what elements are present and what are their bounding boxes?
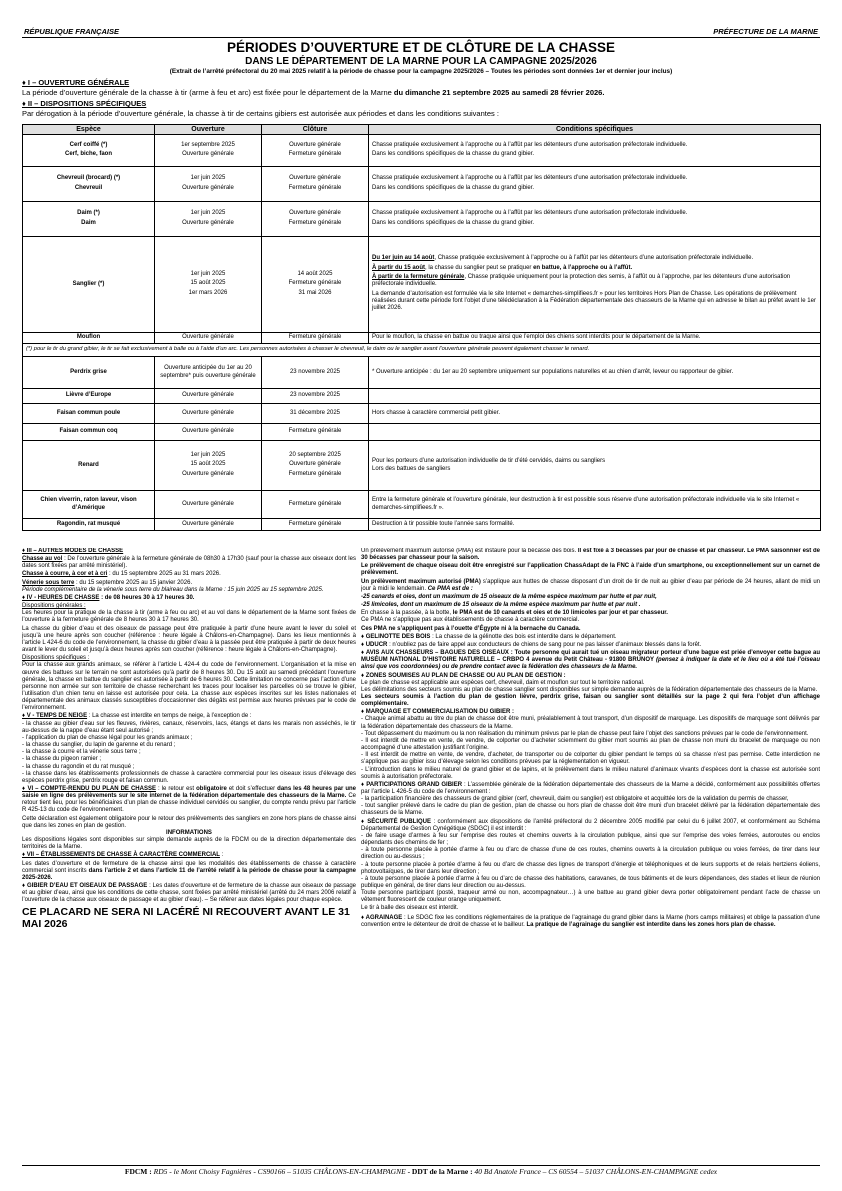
species-table	[22, 124, 821, 531]
list-item: - L’introduction dans le milieu naturel de grand gibier et de lapins, et le prélèvement dans le milieu naturel d’animaux vivants d’espèces dont la chasse est autorisée sont soumis à autorisation préfectorale.	[361, 766, 820, 780]
venerie-complementaire: Période complémentaire de la vénerie sous terre du blaireau dans la Marne : 15 juin 2025 au 15 septembre 2025.	[22, 586, 324, 593]
bagues-paragraph: ♦ AVIS AUX CHASSEURS – BAGUES DES OISEAUX : Toute personne qui aurait tué un oiseau migrateur porteur d’une bague est priée d’envoyer cette bague au MUSÉUM NATIONAL D’HISTOIRE NATURELLE – CRBPO 4 avenue du Petit Château - 91800 BRUNOY (pensez à indiquer la date et le lieu où a été tué l’oiseau ainsi que vos coordonnées) ou de prendre contact avec la fédération des chasseurs de la Marne.	[361, 650, 820, 671]
section-7-text: Les dates d’ouverture et de fermeture de la chasse ainsi que les modalités des établissements de chasse à caractère commercial sont inscrits dans l’article 2 et dans l’article 11 de l’arrêté relatif à la période de chasse pour la campagne 2025-2026.	[22, 860, 356, 881]
agrainage-paragraph: ♦ AGRAINAGE : Le SDGC fixe les conditions réglementaires de la pratique de l’agrainage du grand gibier dans la Marne (hors camps militaires) et oblige la passation d’une convention entre le détenteur de droit de chasse et le bailleur. La pratique de l’agrainage du sanglier est interdite dans les zones hors plan de chasse.	[361, 914, 820, 928]
main-title: PÉRIODES D’OUVERTURE ET DE CLÔTURE DE LA CHASSE	[226, 40, 616, 55]
table-row-chevreuil: Chevreuil (brocard) (*) Chevreuil 1er juin 2025 Ouverture générale Ouverture générale Fermeture générale Chasse pratiquée exclusivement à l’approche ou à l’affût par les détenteurs d’une autorisation préfectorale individuelle. Dans les conditions spécifiques de la chasse du grand gibier.	[23, 167, 821, 202]
placard-warning: CE PLACARD NE SERA NI LACÉRÉ NI RECOUVERT AVANT LE 31 MAI 2026	[22, 905, 350, 930]
list-item: - de faire usage d’armes à feu sur l’emprise des routes et chemins ouverts à la circulation publique, ainsi que sur l’emprise des voies ferrées, autoroutes ou enclos dépendants des chemins de fer ;	[361, 832, 820, 847]
section-3-heading: ♦ III – AUTRES MODES DE CHASSE	[22, 548, 124, 554]
list-item: - à toute personne placée à portée d’arme à feu ou d’arc de chasse des lignes de transport d’énergie et téléphoniques et de leurs supports et de relais hertziens éoliens, photovoltaïques, de tirer dans leur direction ;	[361, 861, 820, 875]
zones-heading: ♦ ZONES SOUMISES AU PLAN DE CHASSE OU AU PLAN DE GESTION :	[361, 672, 566, 679]
decree-reference: (Extrait de l’arrêté préfectoral du 20 mai 2025 relatif à la période de chasse pour la campagne 2025/2026 – Toutes les périodes sont données 1er et dernier jour inclus)	[169, 68, 673, 75]
chassadapt-paragraph: Le prélèvement de chaque oiseau doit être enregistré sur l’application ChassAdapt de la FNC à l’aide d’un smartphone, ou exceptionnellement sur un carnet de prélèvement.	[361, 563, 820, 577]
table-row-renard: Renard 1er juin 2025 15 août 2025 Ouverture générale 20 septembre 2025 Ouverture générale Fermeture générale Pour les porteurs d’une autorisation individuelle de tir d’été cervidés, daims ou sangliers Lors des battues de sangliers	[23, 441, 821, 491]
informations-text: Les dispositions légales sont disponibles sur simple demande auprès de la FDCM ou de la direction départementale des territoires de la Marne.	[22, 837, 356, 851]
table-row-faisan-coq: Faisan commun coq Ouverture générale Fermeture générale	[23, 424, 821, 441]
list-item: Toute personne participant (posté, traqueur armé ou non, accompagnateur…) à une battue au grand gibier devra porter obligatoirement pendant l’acte de chasse un vêtement fluorescent de couleur orange uniquement.	[361, 890, 820, 904]
right-column	[361, 548, 820, 1149]
subtitle: DANS LE DÉPARTEMENT DE LA MARNE POUR LA CAMPAGNE 2025/2026	[245, 56, 597, 67]
heures-paragraph-2: La chasse du gibier d’eau et des oiseaux de passage peut être pratiquée à partir d’une heure avant le lever du soleil et jusqu’à une heure après son coucher (référence : heure légale à Châlons-en-Champagne). Dans les lieux mentionnés à l’article L 424-6 du code de l’environnement, la chasse du gibier d’eau à la passée peut être pratiquée à partir de deux heures avant le lever du soleil et jusqu’à deux heures après son coucher (référence : heure légale à Châlons-en-Champagne).	[22, 625, 356, 654]
participations-heading: ♦ PARTICIPATIONS GRAND GIBIER : L’assemblée générale de la fédération départementale des chasseurs de la Marne a décidé, conformément aux possibilités offertes par l’article L 426-5 du code de l’environnement :	[361, 781, 820, 795]
pma-limicoles: -25 limicoles, dont un maximum de 15 oiseaux de la même espèce maximum par hutte et par nuit .	[361, 602, 641, 609]
pma-huttes: Un prélèvement maximum autorisé (PMA) s’applique aux huttes de chasse disposant d’un droit de tir de nuit au gibier d’eau par période de 24 heures, allant de midi un jour à midi le lendemain. Ce PMA est de :	[361, 578, 820, 592]
section-5-heading: ♦ V - TEMPS DE NEIGE : La chasse est interdite en temps de neige, à l’exception de :	[22, 713, 252, 720]
marquage-list	[361, 716, 820, 780]
list-item: - à toute personne placée à portée d’arme à feu ou d’arc de chasse d’une de ces routes, chemins ouverts à la circulation publique ou voies ferrées, de tirer dans leur direction ou au-dessus ;	[361, 847, 820, 861]
table-row-faisan-poule: Faisan commun poule Ouverture générale 31 décembre 2025 Hors chasse à caractère commercial petit gibier.	[23, 404, 821, 424]
header-right: PRÉFECTURE DE LA MARNE	[713, 27, 818, 36]
venerie-sous-terre: Vénerie sous terre : du 15 septembre 2025 au 15 janvier 2026.	[22, 579, 193, 586]
chasse-a-courre: Chasse à courre, à cor et à cri : du 15 septembre 2025 au 31 mars 2026.	[22, 571, 221, 578]
section-2-heading: ♦ II – DISPOSITIONS SPÉCIFIQUES	[22, 99, 147, 108]
table-row-mouflon: Mouflon Ouverture générale Fermeture générale Pour le mouflon, la chasse en battue ou traque ainsi que l’emploi des chiens sont interdits pour le département de la Marne.	[23, 333, 821, 344]
zones-text-2: Les délimitations des secteurs soumis au plan de chasse sanglier sont disponibles sur simple demande auprès de la fédération départementale des chasseurs de la Marne.	[361, 686, 818, 693]
list-item: - la participation financière des chasseurs de grand gibier (cerf, chevreuil, daim ou sanglier) est obligatoire et acquittée lors de la validation du permis de chasser,	[361, 796, 789, 803]
section-4-heading: ♦ IV - HEURES DE CHASSE : de 08 heures 30 à 17 heures 30.	[22, 594, 195, 601]
list-item: - la chasse du pigeon ramier ;	[22, 756, 102, 763]
list-item: - tout sanglier prélevé dans le cadre du plan de gestion, plan de chasse ou hors plan de chasse doit être muni d’un bracelet délivré par la fédération départementale des chasseurs de la Marne.	[361, 803, 820, 817]
section-2-text: Par dérogation à la période d’ouverture générale, la chasse à tir de certains gibiers est autorisée aux périodes et dans les conditions suivantes :	[22, 109, 499, 118]
snow-exceptions-list	[22, 721, 356, 785]
declaration-paragraph: Cette déclaration est également obligatoire pour le retour des prélèvements des sangliers en zone hors plans de chasse ainsi que dans les zones en plan de gestion.	[22, 815, 356, 829]
table-row-cerf: Cerf coiffé (*) Cerf, biche, faon 1er septembre 2025 Ouverture générale Ouverture générale Fermeture générale Chasse pratiquée exclusivement à l’approche ou à l’affût par les détenteurs d’une autorisation préfectorale individuelle. Dans les conditions spécifiques de la chasse du grand gibier.	[23, 135, 821, 167]
table-row-ragondin: Ragondin, rat musqué Ouverture générale Fermeture générale Destruction à tir possible toute l’année sans formalité.	[23, 519, 821, 531]
securite-list	[361, 833, 820, 912]
header-conditions: Conditions spécifiques	[369, 125, 821, 135]
gibier-eau-paragraph: ♦ GIBIER D’EAU ET OISEAUX DE PASSAGE : Les dates d’ouverture et de fermeture de la chasse aux oiseaux de passage et au gibier d’eau, ainsi que les conditions de cette chasse, sont fixées par arrêté ministériel (arrêté du 24 mars 2006 relatif à l’ouverture de la chasse aux oiseaux de passage et au gibier d’eau). – Se référer aux dates légales pour chaque espèce.	[22, 883, 356, 904]
section-6-paragraph: ♦ VI – COMPTE-RENDU DU PLAN DE CHASSE : le retour est obligatoire et doit s’effectuer dans les 48 heures par une saisie en ligne des prélèvements sur le site internet de la fédération départementale des chasseurs de la Marne. Ce retour tient lieu, pour les bénéficiaires d’un plan de chasse individuel cervidés ou sanglier, du compte rendu prévu par l’article R 425-13 du code de l’environnement.	[22, 786, 356, 814]
footer-addresses: FDCM : RD5 - le Mont Choisy Fagnières - CS90166 – 51035 CHÂLONS-EN-CHAMPAGNE - DDT de la Marne : 40 Bd Anatole France – CS 60554 – 51037 CHÂLONS-EN-CHAMPAGNE cedex	[124, 1167, 718, 1176]
list-item: - Chaque animal abattu au titre du plan de chasse doit être muni, préalablement à tout transport, d’un dispositif de marquage. Les dispositifs de marquage sont délivrés par la fédération départementale des chasseurs de la Marne.	[361, 716, 820, 730]
marquage-heading: ♦ MARQUAGE ET COMMERCIALISATION DU GIBIER :	[361, 709, 514, 716]
pma-commercial: Ce PMA ne s’applique pas aux établissements de chasse à caractère commercial.	[361, 617, 580, 624]
list-item: - Il est interdit de mettre en vente, de vendre, de colporter ou d’acheter sciemment du gibier mort soumis au plan de chasse non muni du bracelet de marquage ou non accompagné d’une attestation justifiant l’origine.	[361, 737, 820, 752]
header-cloture: Clôture	[262, 125, 369, 135]
list-item: - Il est interdit de mettre en vente, de vendre, d’acheter, de transporter ou de colporter du gibier pendant le temps où sa chasse n’est pas permise. Cette interdiction ne s’applique pas au gibier issu d’élevage selon les conditions prévues par la réglementation en vigueur.	[361, 752, 820, 766]
pma-canards: -25 canards et oies, dont un maximum de 15 oiseaux de la même espèce maximum par hutte et par nuit,	[361, 593, 657, 600]
table-row-sanglier: Sanglier (*) 1er juin 2025 15 août 2025 1er mars 2026 14 août 2025 Fermeture générale 31 mai 2026 Du 1er juin au 14 août, Chasse pratiquée exclusivement à l’approche ou à l’affût par les détenteurs d’une autorisation préfectorale individuelle. À partir du 15 août, la chasse du sanglier peut se pratiquer en battue, à l’approche ou à l’affût. À partir de la fermeture générale, Chasse pratiquée uniquement pour la protection des semis, à l’affût ou à l’approche, par les détenteurs d’une autorisation préfectorale individuelle. La demande d’autorisation est formulée via le site Internet « demarches-simplifiees.fr » pour les territoires Hors Plan de Chasse. Les opérations de prélèvement réalisées durant cette période font l’objet d’une télédéclaration à la Fédération départementale des chasseurs de la Marne qui en adresse le bilan au préfet avant le 1er juillet 2026.	[23, 237, 821, 333]
informations-heading: INFORMATIONS	[166, 829, 212, 836]
heures-paragraph-1: Les heures pour la pratique de la chasse à tir (arme à feu ou arc) et au vol dans le département de la Marne sont fixées de l’ouverture à la fermeture générale de 8 heures 30 à 17 heures 30.	[22, 610, 356, 624]
list-item: - la chasse du ragondin et du rat musqué ;	[22, 763, 135, 770]
pma-becasse: Un prélèvement maximum autorisé (PMA) est instauré pour la bécasse des bois. Il est fixé à 3 bécasses par jour de chasse et par chasseur. Le PMA saisonnier est de 30 bécasses par chasseur pour la saison.	[361, 548, 820, 562]
list-item: - la chasse du sanglier, du lapin de garenne et du renard ;	[22, 742, 176, 749]
list-item: - la chasse au gibier d’eau sur les fleuves, rivières, canaux, réservoirs, lacs, étangs et dans les marais non asséchés, le tir au-dessus de la nappe d’eau étant seul autorisé ;	[22, 720, 356, 734]
gelinotte-paragraph: ♦ GELINOTTE DES BOIS : La chasse de la gélinotte des bois est interdite dans le département.	[361, 633, 617, 640]
header-ouverture: Ouverture	[155, 125, 262, 135]
list-item: Le tir à balle des oiseaux est interdit.	[361, 904, 459, 911]
table-row-lievre: Lièvre d’Europe Ouverture générale 23 novembre 2025	[23, 389, 821, 404]
pma-exceptions: Ces PMA ne s’appliquent pas à l’ouette d’Égypte ni à la bernache du Canada.	[361, 625, 581, 632]
list-item: - l’application du plan de chasse légal pour les grands animaux ;	[22, 734, 193, 741]
list-item: - la chasse à courre et la vénerie sous terre ;	[22, 749, 141, 756]
header-espece: Espèce	[23, 125, 155, 135]
pma-passee: En chasse à la passée, à la botte, le PMA est de 10 canards et oies et de 10 limicoles par jour et par chasseur.	[361, 610, 668, 617]
section-7-heading: ♦ VII – ÉTABLISSEMENTS DE CHASSE À CARACTÈRE COMMERCIAL :	[22, 852, 224, 859]
zones-text-3: Les secteurs soumis à l’action du plan de gestion lièvre, perdrix grise, faisan ou sanglier sont détaillés sur la page 2 qui fera l’objet d’un affichage complémentaire.	[361, 693, 820, 708]
zones-text-1: Le plan de chasse est applicable aux espèces cerf, chevreuil, daim et mouflon sur tout le territoire national.	[361, 679, 645, 686]
list-item: - Tout dépassement du maximum ou la non réalisation du minimum prévus par le plan de chasse peut faire l’objet des sanctions prévues par le code de l’environnement.	[361, 730, 809, 737]
footer-rule	[22, 1165, 820, 1166]
heures-paragraph-3: Pour la chasse aux grands animaux, se référer à l’article L 424-4 du code de l’environnement. L’organisation et la mise en œuvre des battues sur le terrain ne sont autorisées qu’à partir de 8 heures 30. Du 15 août au samedi précédant l’ouverture générale, la chasse en battue du sanglier est autorisée à partir de 6 heures 30. Cette limitation ne concerne pas l’action d’une personne non armée sur son territoire de chasse recherchant les traces pour localiser les parcelles où se trouve le gibier, l’utilisation d’un chien tenu en laisse est autorisée pour cela. La chasse aux espèces inscrites sur les listes nationales et départementale des animaux classés susceptibles d’occasionner des dégâts est permise aux heures prévues par le code de l’environnement.	[22, 662, 356, 712]
list-item: - à toute personne placée à portée d’arme à feu ou d’arc de chasse des habitations, caravanes, de tous bâtiments et de leurs dépendances, des stades et lieux de réunion publique en général, de tirer dans leur direction ou au-dessus.	[361, 875, 820, 890]
header-left: RÉPUBLIQUE FRANÇAISE	[24, 27, 120, 36]
chasse-au-vol: Chasse au vol : De l’ouverture générale à la fermeture générale de 08h30 à 17h30 (sauf pour la chasse aux oiseaux dont les dates sont fixées par arrêté ministériel).	[22, 556, 356, 570]
header-rule	[22, 37, 820, 38]
dispositions-generales: Dispositions générales :	[22, 603, 86, 610]
uducr-paragraph: ♦ UDUCR : n’oubliez pas de faire appel aux conducteurs de chiens de sang pour ne pas laisser d’animaux blessés dans la forêt.	[361, 641, 702, 648]
table-note-row: (*) pour le tir du grand gibier, le tir se fait exclusivement à balle ou à l’aide d’un arc. Les personnes autorisées à chasser le chevreuil, le daim ou le sanglier avant l’ouverture générale peuvent également chasser le renard.	[23, 344, 821, 357]
section-1-text: La période d’ouverture générale de la chasse à tir (arme à feu et arc) est fixée pour le département de la Marne du dimanche 21 septembre 2025 au samedi 28 février 2026.	[22, 88, 605, 97]
list-item: - la chasse dans les établissements professionnels de chasse à caractère commercial pour les oiseaux issus d’élevage des espèces perdrix grise, perdrix rouge et faisan commun.	[22, 770, 356, 784]
table-row-daim: Daim (*) Daim 1er juin 2025 Ouverture générale Ouverture générale Fermeture générale Chasse pratiquée exclusivement à l’approche ou à l’affût par les détenteurs d’une autorisation préfectorale individuelle. Dans les conditions spécifiques de la chasse du grand gibier.	[23, 202, 821, 237]
section-1-heading: ♦ I – OUVERTURE GÉNÉRALE	[22, 78, 130, 87]
left-column	[22, 548, 356, 1149]
table-row-chien-viverrin: Chien viverrin, raton laveur, vison d’Amérique Ouverture générale Fermeture générale Entre la fermeture générale et l’ouverture générale, leur destruction à tir est possible sous réserve d’une autorisation préfectorale individuelle via le site Internet « demarches-simplifiees.fr ».	[23, 491, 821, 519]
securite-heading: ♦ SÉCURITÉ PUBLIQUE : conformément aux dispositions de l’arrêté préfectoral du 2 décembre 2005 modifié par celui du 6 juillet 2007, et conformément au Schéma Départemental de Gestion Cynégétique (SDGC) il est interdit :	[361, 818, 820, 832]
dispositions-specifiques: Dispositions spécifiques :	[22, 655, 90, 662]
table-row-perdrix: Perdrix grise Ouverture anticipée du 1er au 20 septembre* puis ouverture générale 23 novembre 2025 * Ouverture anticipée : du 1er au 20 septembre uniquement sur populations naturelles et au chien d’arrêt, leveur ou rapporteur de gibier.	[23, 357, 821, 389]
table-header-row	[23, 125, 821, 135]
